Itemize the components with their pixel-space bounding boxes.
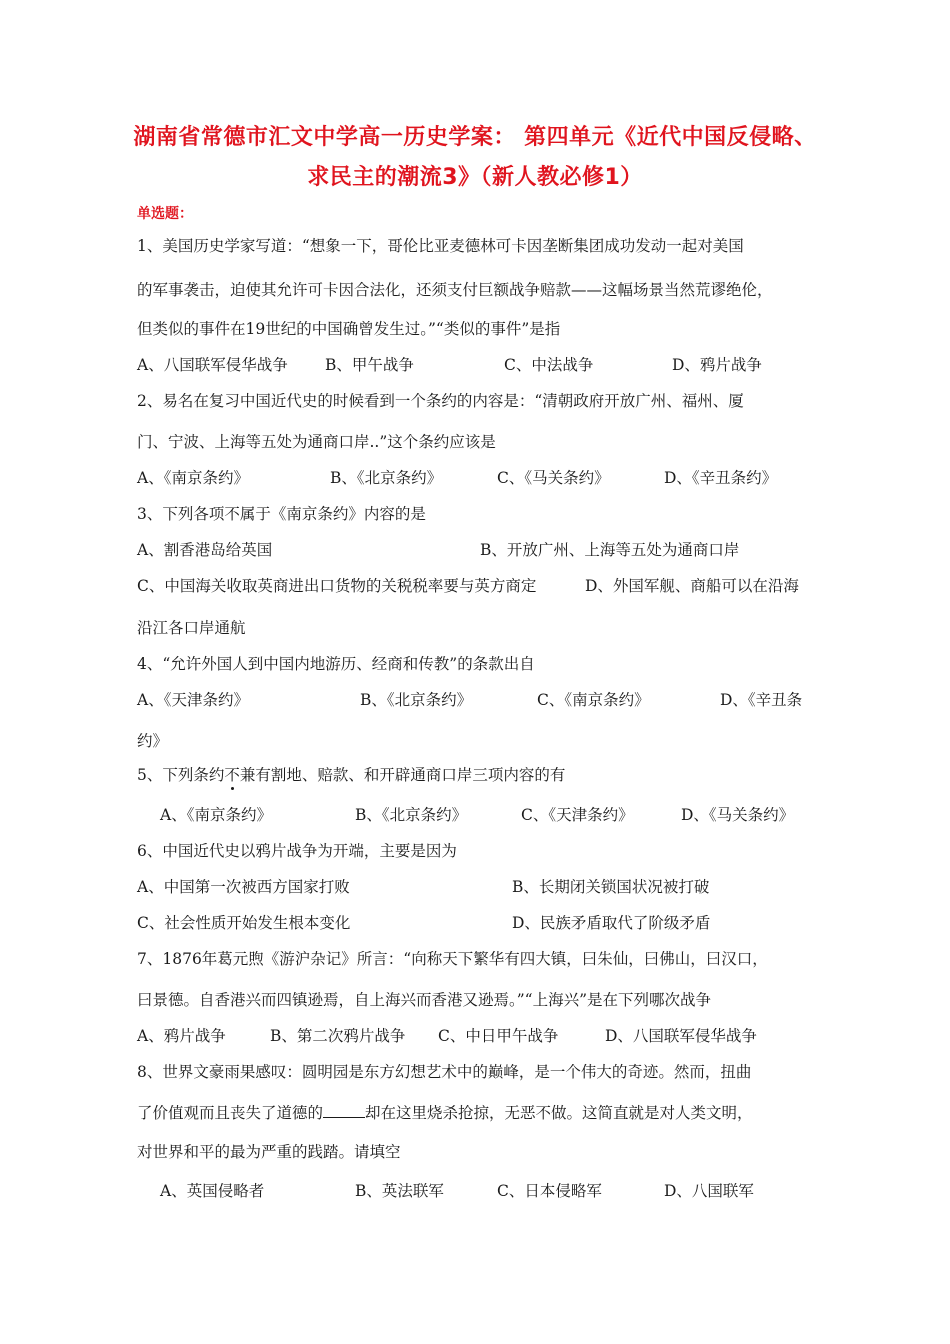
q7-stem-line2: 曰景德。自香港兴而四镇逊焉，自上海兴而香港又逊焉。”“上海兴”是在下列哪次战争 — [137, 991, 712, 1009]
q5-option-c: C、《天津条约》 — [521, 806, 634, 824]
q6-option-d: D、民族矛盾取代了阶级矛盾 — [512, 914, 711, 932]
q4-stem-line1: 4、“允许外国人到中国内地游历、经商和传教”的条款出自 — [137, 655, 535, 673]
q8-option-a: A、英国侵略者 — [160, 1182, 265, 1200]
q8-option-b: B、英法联军 — [355, 1182, 444, 1200]
q5-stem-line1 — [137, 765, 565, 785]
q6-option-c: C、社会性质开始发生根本变化 — [137, 914, 351, 932]
q8-stem-part1: 了价值观而且丧失了道德的 — [137, 1104, 324, 1122]
q2-option-a: A、《南京条约》 — [137, 469, 249, 487]
q3-option-d: D、外国军舰、商船可以在沿海 — [585, 577, 799, 595]
q4-option-a: A、《天津条约》 — [137, 691, 249, 709]
q1-option-c: C、中法战争 — [504, 356, 594, 374]
q8-stem-line2 — [137, 1103, 753, 1123]
q4-option-c: C、《南京条约》 — [537, 691, 650, 709]
q5-option-a: A、《南京条约》 — [160, 806, 272, 824]
q5-option-d: D、《马关条约》 — [681, 806, 795, 824]
q5-emphasis-word — [224, 766, 240, 784]
q3-stem-line1: 3、下列各项不属于《南京条约》内容的是 — [137, 505, 426, 523]
q5-stem-part1: 5、下列条约 — [137, 766, 225, 784]
q6-stem-line1: 6、中国近代史以鸦片战争为开端，主要是因为 — [137, 842, 457, 860]
q1-stem-line3: 但类似的事件在19世纪的中国确曾发生过。”“类似的事件”是指 — [137, 320, 561, 338]
q4-option-d: D、《辛丑条 — [720, 691, 803, 709]
document-title-line2: 求民主的潮流3》（新人教必修1） — [307, 165, 643, 190]
q3-option-d-continued: 沿江各口岸通航 — [137, 619, 246, 637]
section-label: 单选题： — [137, 206, 193, 222]
q6-option-b: B、长期闭关锁国状况被打破 — [512, 878, 710, 896]
q7-stem-line1: 7、1876年葛元煦《游沪杂记》所言：“向称天下繁华有四大镇，曰朱仙，曰佛山，曰汉口， — [137, 950, 768, 968]
q7-option-b: B、第二次鸦片战争 — [270, 1027, 406, 1045]
q7-option-c: C、中日甲午战争 — [438, 1027, 559, 1045]
q8-option-d: D、八国联军 — [664, 1182, 754, 1200]
q3-option-b: B、开放广州、上海等五处为通商口岸 — [480, 541, 740, 559]
q5-stem-part3: 兼有割地、赔款、和开辟通商口岸三项内容的有 — [239, 766, 566, 784]
q5-emphasis-text: 不 — [224, 766, 240, 784]
q7-option-a: A、鸦片战争 — [137, 1027, 226, 1045]
q8-stem-line3: 对世界和平的最为严重的践踏。请填空 — [137, 1143, 401, 1161]
q2-stem-line2: 门、宁波、上海等五处为通商口岸..”这个条约应该是 — [137, 433, 496, 451]
q4-option-d-continued: 约》 — [137, 732, 169, 750]
q8-stem-part2: 却在这里烧杀抢掠，无恶不做。这简直就是对人类文明， — [365, 1104, 753, 1122]
q2-option-c: C、《马关条约》 — [497, 469, 610, 487]
q2-option-d: D、《辛丑条约》 — [664, 469, 778, 487]
q1-option-a: A、八国联军侵华战争 — [137, 356, 288, 374]
q3-option-a: A、割香港岛给英国 — [137, 541, 273, 559]
emphasis-dot-icon — [231, 787, 234, 790]
q1-option-b: B、甲午战争 — [325, 356, 414, 374]
q8-option-c: C、日本侵略军 — [497, 1182, 602, 1200]
q1-stem-line1: 1、美国历史学家写道：“想象一下，哥伦比亚麦德林可卡因垄断集团成功发动一起对美国 — [137, 237, 744, 255]
fill-in-blank — [323, 1103, 365, 1118]
q5-option-b: B、《北京条约》 — [355, 806, 468, 824]
q1-option-d: D、鸦片战争 — [672, 356, 762, 374]
q8-stem-line1: 8、世界文豪雨果感叹：圆明园是东方幻想艺术中的巅峰，是一个伟大的奇迹。然而，扭曲 — [137, 1063, 752, 1081]
q4-option-b: B、《北京条约》 — [360, 691, 473, 709]
q6-option-a: A、中国第一次被西方国家打败 — [137, 878, 350, 896]
q2-option-b: B、《北京条约》 — [330, 469, 443, 487]
q2-stem-line1: 2、易名在复习中国近代史的时候看到一个条约的内容是：“清朝政府开放广州、福州、厦 — [137, 392, 744, 410]
q7-option-d: D、八国联军侵华战争 — [605, 1027, 757, 1045]
document-title-line1: 湖南省常德市汇文中学高一历史学案： 第四单元《近代中国反侵略、 — [133, 125, 817, 150]
q1-stem-line2: 的军事袭击，迫使其允许可卡因合法化，还须支付巨额战争赔款——这幅场景当然荒谬绝伦， — [137, 281, 773, 299]
q3-option-c: C、中国海关收取英商进出口货物的关税税率要与英方商定 — [137, 577, 537, 595]
